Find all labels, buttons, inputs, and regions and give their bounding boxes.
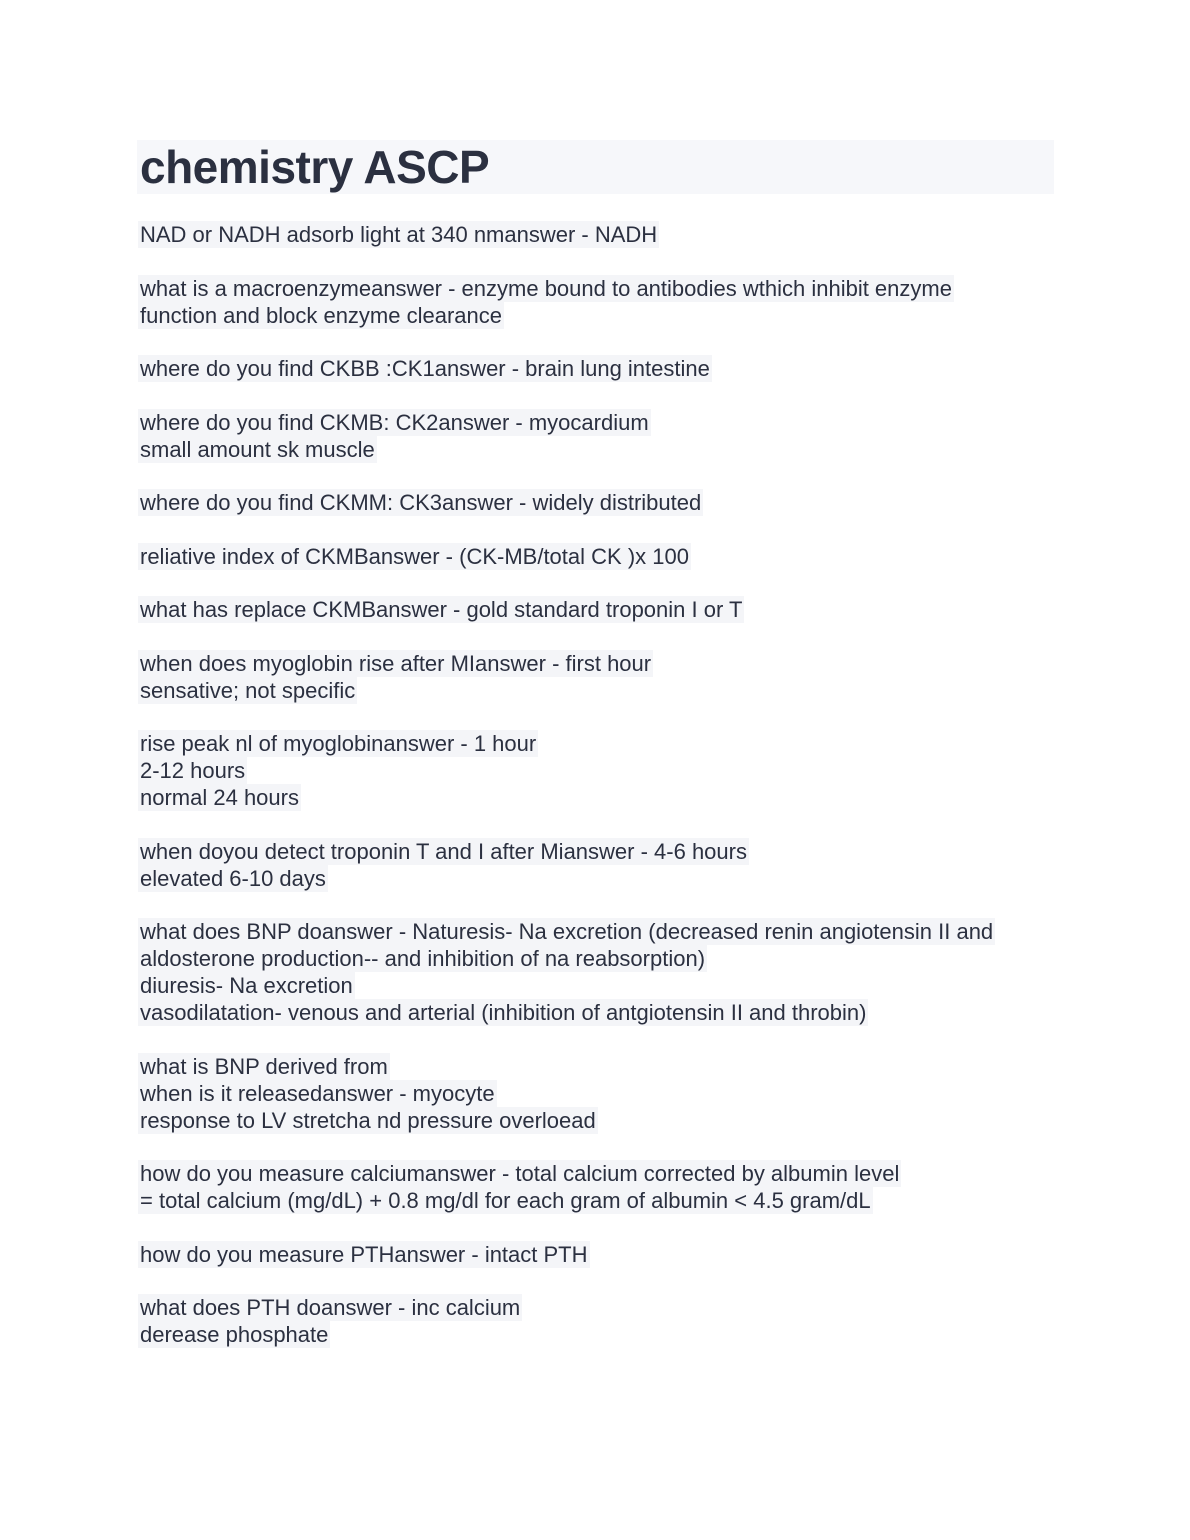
flashcard-line: aldosterone production-- and inhibition of na reabsorption) <box>140 946 706 971</box>
flashcard-list <box>140 221 1054 1348</box>
flashcard-item <box>140 355 1054 382</box>
flashcard-line: when doyou detect troponin T and I after Mianswer - 4-6 hours <box>140 838 747 864</box>
flashcard-line: vasodilatation- venous and arterial (inhibition of antgiotensin II and throbin) <box>140 1000 867 1025</box>
flashcard-line: when is it releasedanswer - myocyte <box>140 1080 495 1106</box>
flashcard-line: rise peak nl of myoglobinanswer - 1 hour <box>140 731 537 756</box>
flashcard-item <box>140 1294 1054 1348</box>
flashcard-line: where do you find CKBB :CK1answer - brain lung intestine <box>140 356 710 381</box>
flashcard-line: what does PTH doanswer - inc calcium <box>140 1295 521 1320</box>
flashcard-item <box>140 1160 1054 1214</box>
title-bar <box>137 140 1054 194</box>
flashcard-line: response to LV stretcha nd pressure overloead <box>140 1107 596 1133</box>
flashcard-item <box>140 409 1054 463</box>
flashcard-line: elevated 6-10 days <box>140 865 326 891</box>
flashcard-item <box>140 1241 1054 1268</box>
flashcard-item <box>140 730 1054 811</box>
flashcard-line: how do you measure calciumanswer - total calcium corrected by albumin level <box>140 1161 900 1186</box>
flashcard-line: small amount sk muscle <box>140 436 375 462</box>
document-title: chemistry ASCP <box>140 141 490 193</box>
flashcard-line: what is BNP derived from <box>140 1053 388 1079</box>
flashcard-line: where do you find CKMM: CK3answer - widely distributed <box>140 490 702 515</box>
flashcard-item <box>140 221 1054 248</box>
flashcard-line: what does BNP doanswer - Naturesis- Na excretion (decreased renin angiotensin II and <box>140 919 994 944</box>
flashcard-line: where do you find CKMB: CK2answer - myocardium <box>140 409 649 435</box>
document-page <box>140 140 1054 1375</box>
flashcard-item <box>140 489 1054 516</box>
flashcard-line: normal 24 hours <box>140 785 299 810</box>
flashcard-line: derease phosphate <box>140 1322 329 1347</box>
flashcard-line: sensative; not specific <box>140 677 356 703</box>
flashcard-line: 2-12 hours <box>140 758 246 783</box>
flashcard-line: = total calcium (mg/dL) + 0.8 mg/dl for each gram of albumin < 4.5 gram/dL <box>140 1188 871 1213</box>
flashcard-item <box>140 1053 1054 1134</box>
flashcard-item <box>140 650 1054 704</box>
flashcard-item <box>140 275 1054 329</box>
flashcard-item <box>140 838 1054 892</box>
flashcard-item <box>140 543 1054 570</box>
flashcard-line: what is a macroenzymeanswer - enzyme bound to antibodies wthich inhibit enzyme <box>140 275 952 301</box>
flashcard-line: what has replace CKMBanswer - gold standard troponin I or T <box>140 597 743 622</box>
flashcard-line: function and block enzyme clearance <box>140 302 502 328</box>
flashcard-item <box>140 596 1054 623</box>
flashcard-line: diuresis- Na excretion <box>140 973 353 998</box>
flashcard-line: how do you measure PTHanswer - intact PTH <box>140 1241 588 1267</box>
flashcard-line: when does myoglobin rise after MIanswer - first hour <box>140 650 652 676</box>
flashcard-line: NAD or NADH adsorb light at 340 nmanswer - NADH <box>140 222 658 247</box>
flashcard-item <box>140 918 1054 1026</box>
flashcard-line: reliative index of CKMBanswer - (CK-MB/total CK )x 100 <box>140 543 689 569</box>
